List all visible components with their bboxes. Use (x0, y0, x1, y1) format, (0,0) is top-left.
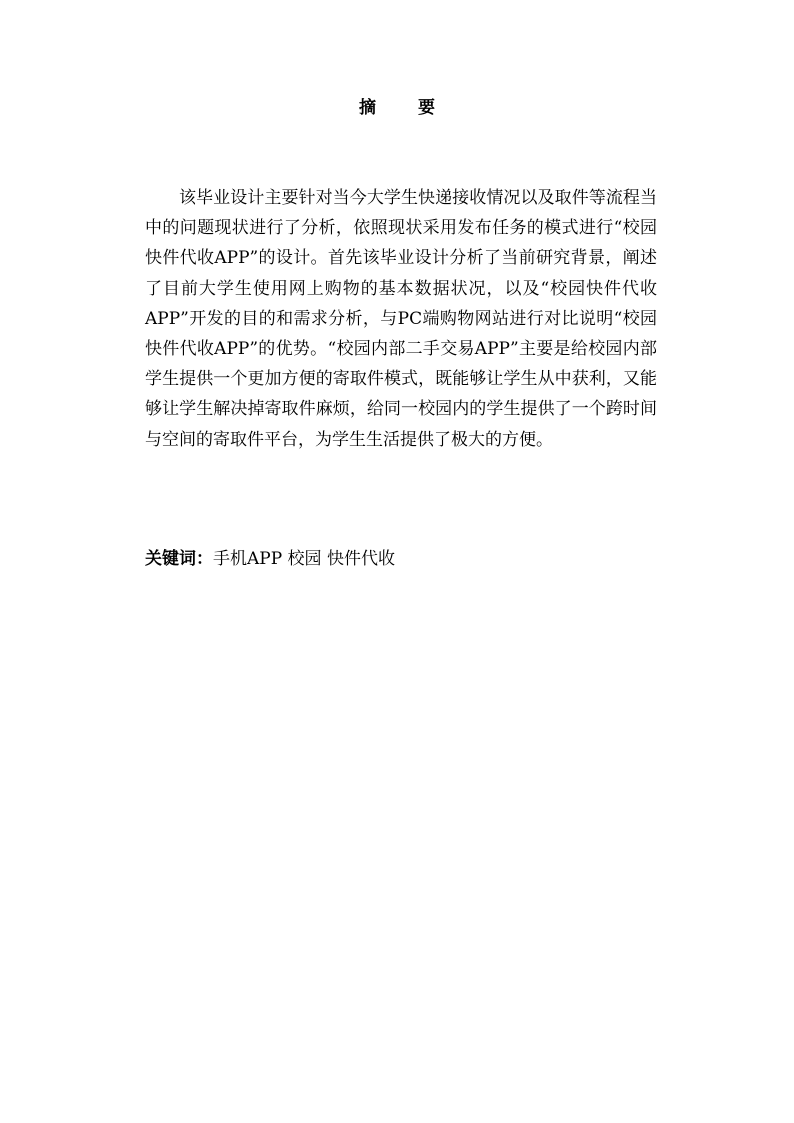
keywords-label: 关键词： (145, 549, 213, 569)
abstract-paragraph: 该毕业设计主要针对当今大学生快递接收情况以及取件等流程当中的问题现状进行了分析，依照现状采用发布任务的模式进行“校园快件代收APP”的设计。首先该毕业设计分析了当前研究背景，阐述了目前大学生使用网上购物的基本数据状况，以及“校园快件代收APP”开发的目的和需求分析，与PC端购物网站进行对比说明“校园快件代收APP”的优势。“校园内部二手交易APP”主要是给校园内部学生提供一个更加方便的寄取件模式，既能够让学生从中获利，又能够让学生解决掉寄取件麻烦，给同一校园内的学生提供了一个跨时间与空间的寄取件平台，为学生生活提供了极大的方便。 (145, 188, 657, 450)
keywords-line (145, 546, 657, 572)
keywords-value: 手机APP 校园 快件代收 (213, 549, 395, 569)
page-title: 摘 要 (359, 98, 453, 118)
